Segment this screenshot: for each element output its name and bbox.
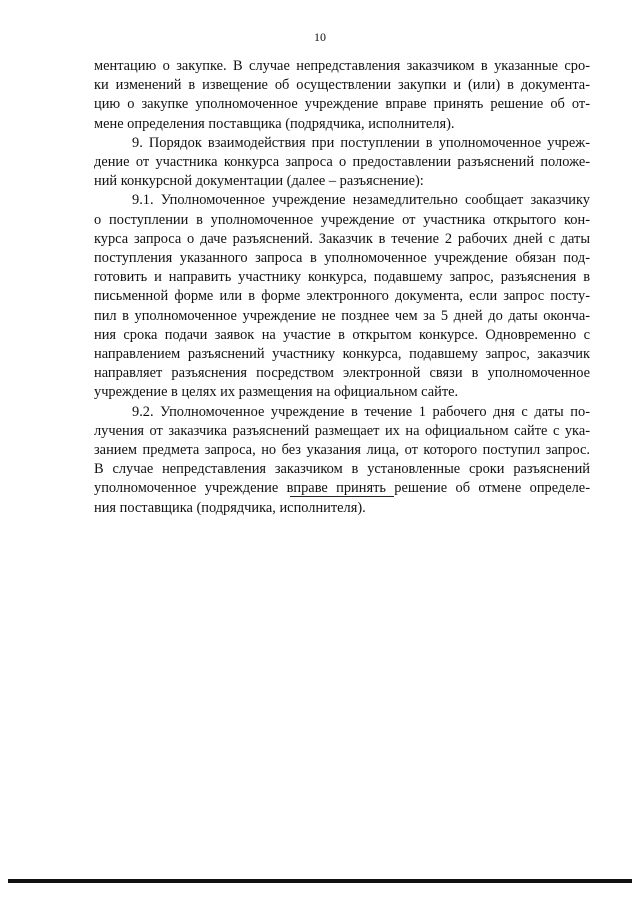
text-line: о поступлении в уполномоченное учреждение от участника открытого кон-: [94, 211, 590, 228]
document-body: [94, 57, 590, 518]
text-line: дение от участника конкурса запроса о предоставлении разъяснений положе-: [94, 154, 590, 171]
text-line: готовить и направить участнику конкурса, подавшему запрос, разъяснения в: [94, 269, 590, 286]
text-line: цию о закупке уполномоченное учреждение вправе принять решение об от-: [94, 96, 590, 113]
text-line: 9. Порядок взаимодействия при поступлении в уполномоченное учреж-: [132, 134, 590, 151]
text-line: 9.2. Уполномоченное учреждение в течение 1 рабочего дня с даты по-: [132, 403, 590, 420]
text-line: ния поставщика (подрядчика, исполнителя).: [94, 499, 366, 516]
text-line: В случае непредставления заказчиком в установленные сроки разъяснений: [94, 461, 590, 478]
section-separator-line: [290, 496, 394, 497]
text-line: ки изменений в извещение об осуществлении закупки и (или) в документа-: [94, 77, 590, 94]
text-line: письменной форме или в форме электронного документа, если запрос посту-: [94, 288, 590, 305]
page-number: 10: [314, 30, 326, 44]
text-line: уполномоченное учреждение вправе принять решение об отмене определе-: [94, 480, 590, 497]
text-line: пил в уполномоченное учреждение не позднее чем за 5 дней до даты оконча-: [94, 307, 590, 324]
text-line: направлением разъяснений участнику конкурса, подавшему запрос, заказчик: [94, 346, 590, 363]
text-line: мене определения поставщика (подрядчика, исполнителя).: [94, 115, 455, 132]
text-line: курса запроса о даче разъяснений. Заказчик в течение 2 рабочих дней с даты: [94, 230, 590, 247]
text-line: занием предмета запроса, но без указания лица, от которого поступил запрос.: [94, 442, 590, 459]
paragraph-section-9-2: [94, 403, 590, 518]
paragraph-continuation: [94, 57, 590, 134]
text-line: учреждение в целях их размещения на официальном сайте.: [94, 384, 459, 401]
paragraph-section-9-1: [94, 191, 590, 402]
text-line: ния срока подачи заявок на участие в открытом конкурсе. Одновременно с: [94, 326, 590, 343]
text-line: ний конкурсной документации (далее – разъяснение):: [94, 173, 424, 190]
paragraph-section-9: [94, 134, 590, 192]
text-line: 9.1. Уполномоченное учреждение незамедлительно сообщает заказчику: [132, 192, 590, 209]
text-line: ментацию о закупке. В случае непредставления заказчиком в указанные сро-: [94, 58, 590, 74]
text-line: направляет разъяснения посредством электронной связи в уполномоченное: [94, 365, 590, 382]
text-line: поступления указанного запроса в уполномоченное учреждение обязан под-: [94, 250, 590, 267]
scan-border-line: [8, 879, 632, 883]
text-line: лучения от заказчика разъяснений размещает их на официальном сайте с ука-: [94, 422, 590, 439]
